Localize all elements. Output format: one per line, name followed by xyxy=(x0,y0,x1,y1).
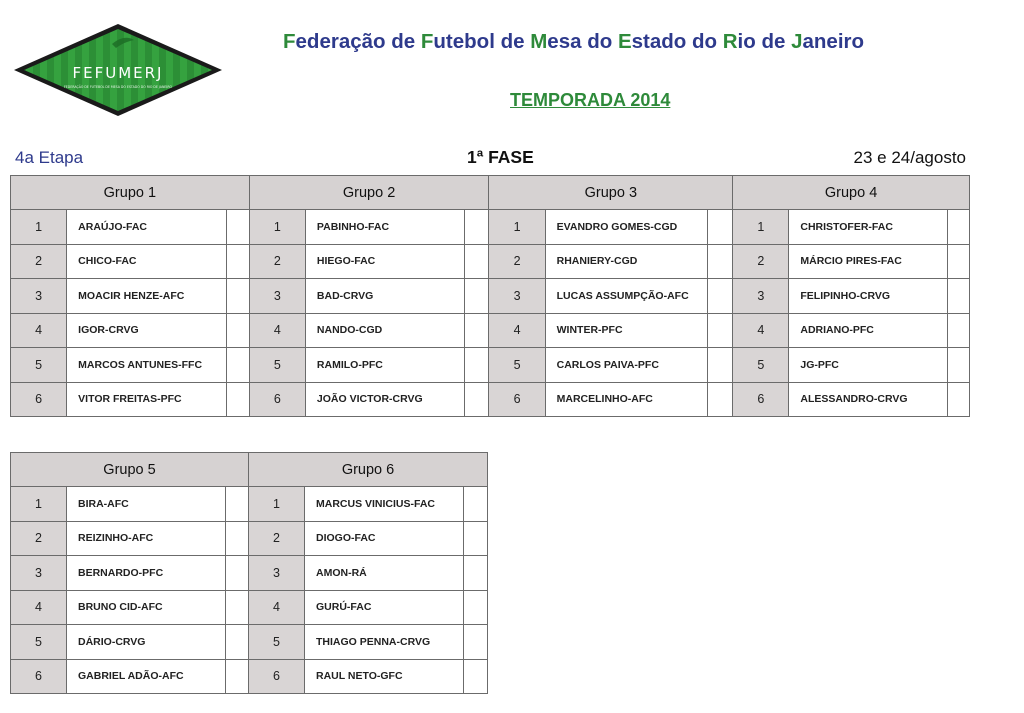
score-cell xyxy=(947,382,969,417)
player-name-cell: JOÃO VICTOR-CRVG xyxy=(305,382,464,417)
score-cell xyxy=(464,590,488,625)
score-cell xyxy=(226,659,249,694)
score-cell xyxy=(708,210,733,245)
score-cell xyxy=(465,348,489,383)
group-header: Grupo 4 xyxy=(733,176,970,210)
score-cell xyxy=(708,313,733,348)
fefumerj-logo xyxy=(12,22,224,118)
position-cell: 3 xyxy=(733,279,789,314)
score-cell xyxy=(708,279,733,314)
player-name-cell: BAD-CRVG xyxy=(305,279,464,314)
score-cell xyxy=(947,348,969,383)
player-name-cell: BIRA-AFC xyxy=(67,487,226,522)
title-part: ederação de xyxy=(295,30,421,53)
title-part: F xyxy=(420,30,434,53)
position-cell: 5 xyxy=(489,348,545,383)
title-part: aneiro xyxy=(802,30,865,53)
score-cell xyxy=(947,244,969,279)
player-name-cell: ADRIANO-PFC xyxy=(789,313,947,348)
player-name-cell: MARCOS ANTUNES-FFC xyxy=(67,348,226,383)
position-cell: 5 xyxy=(249,625,305,660)
position-cell: 1 xyxy=(733,210,789,245)
group-header: Grupo 1 xyxy=(11,176,250,210)
player-name-cell: BERNARDO-PFC xyxy=(67,556,226,591)
title-part: esa do xyxy=(547,30,618,53)
position-cell: 6 xyxy=(249,382,305,417)
position-cell: 2 xyxy=(489,244,545,279)
logo-tagline: FEDERAÇÃO DE FUTEBOL DE MESA DO ESTADO DO RIO DE JANEIRO xyxy=(63,85,173,89)
stage-label: 4a Etapa xyxy=(15,148,84,167)
position-cell: 4 xyxy=(11,313,67,348)
group-header: Grupo 2 xyxy=(249,176,489,210)
position-cell: 6 xyxy=(733,382,789,417)
title-part: M xyxy=(530,30,548,53)
position-cell: 1 xyxy=(11,487,67,522)
player-name-cell: HIEGO-FAC xyxy=(305,244,464,279)
title-part: io de xyxy=(737,30,792,53)
position-cell: 6 xyxy=(249,659,305,694)
player-name-cell: GURÚ-FAC xyxy=(305,590,464,625)
player-name-cell: GABRIEL ADÃO-AFC xyxy=(67,659,226,694)
player-name-cell: CHRISTOFER-FAC xyxy=(789,210,947,245)
position-cell: 5 xyxy=(733,348,789,383)
title-part: R xyxy=(722,30,738,53)
player-name-cell: LUCAS ASSUMPÇÃO-AFC xyxy=(545,279,707,314)
player-name-cell: DIOGO-FAC xyxy=(305,521,464,556)
score-cell xyxy=(465,313,489,348)
player-name-cell: EVANDRO GOMES-CGD xyxy=(545,210,707,245)
position-cell: 2 xyxy=(11,521,67,556)
groups-table-1 xyxy=(10,175,970,417)
player-name-cell: RHANIERY-CGD xyxy=(545,244,707,279)
score-cell xyxy=(226,348,249,383)
group-header: Grupo 6 xyxy=(249,453,488,487)
position-cell: 4 xyxy=(489,313,545,348)
score-cell xyxy=(465,210,489,245)
group-header: Grupo 5 xyxy=(11,453,249,487)
player-name-cell: DÁRIO-CRVG xyxy=(67,625,226,660)
score-cell xyxy=(947,313,969,348)
player-name-cell: PABINHO-FAC xyxy=(305,210,464,245)
player-name-cell: NANDO-CGD xyxy=(305,313,464,348)
position-cell: 3 xyxy=(11,556,67,591)
table-row xyxy=(11,279,970,314)
table-row xyxy=(11,625,488,660)
position-cell: 2 xyxy=(11,244,67,279)
player-name-cell: CHICO-FAC xyxy=(67,244,226,279)
position-cell: 1 xyxy=(249,210,305,245)
score-cell xyxy=(226,590,249,625)
groups-table-2 xyxy=(10,452,488,694)
player-name-cell: FELIPINHO-CRVG xyxy=(789,279,947,314)
score-cell xyxy=(465,244,489,279)
table-row xyxy=(11,487,488,522)
player-name-cell: CARLOS PAIVA-PFC xyxy=(545,348,707,383)
score-cell xyxy=(464,487,488,522)
score-cell xyxy=(226,521,249,556)
title-part: E xyxy=(617,30,632,53)
position-cell: 6 xyxy=(489,382,545,417)
player-name-cell: WINTER-PFC xyxy=(545,313,707,348)
player-name-cell: ALESSANDRO-CRVG xyxy=(789,382,947,417)
position-cell: 3 xyxy=(249,279,305,314)
score-cell xyxy=(708,348,733,383)
score-cell xyxy=(226,279,249,314)
position-cell: 6 xyxy=(11,382,67,417)
position-cell: 3 xyxy=(249,556,305,591)
group-header: Grupo 3 xyxy=(489,176,733,210)
position-cell: 4 xyxy=(249,313,305,348)
score-cell xyxy=(464,521,488,556)
position-cell: 4 xyxy=(249,590,305,625)
player-name-cell: MARCUS VINICIUS-FAC xyxy=(305,487,464,522)
position-cell: 4 xyxy=(11,590,67,625)
score-cell xyxy=(947,279,969,314)
player-name-cell: REIZINHO-AFC xyxy=(67,521,226,556)
title-part: stado do xyxy=(631,30,723,53)
score-cell xyxy=(226,487,249,522)
player-name-cell: AMON-RÁ xyxy=(305,556,464,591)
table-row xyxy=(11,313,970,348)
score-cell xyxy=(947,210,969,245)
position-cell: 1 xyxy=(11,210,67,245)
table-row xyxy=(11,210,970,245)
position-cell: 2 xyxy=(249,521,305,556)
score-cell xyxy=(464,625,488,660)
player-name-cell: THIAGO PENNA-CRVG xyxy=(305,625,464,660)
position-cell: 2 xyxy=(249,244,305,279)
score-cell xyxy=(708,244,733,279)
player-name-cell: MOACIR HENZE-AFC xyxy=(67,279,226,314)
table-row xyxy=(11,348,970,383)
score-cell xyxy=(465,382,489,417)
dates-label: 23 e 24/agosto xyxy=(853,148,966,167)
title-part: F xyxy=(283,30,296,53)
federation-title xyxy=(283,30,864,54)
score-cell xyxy=(465,279,489,314)
table-row xyxy=(11,590,488,625)
position-cell: 2 xyxy=(733,244,789,279)
player-name-cell: JG-PFC xyxy=(789,348,947,383)
table-row xyxy=(11,659,488,694)
position-cell: 4 xyxy=(733,313,789,348)
player-name-cell: MARCELINHO-AFC xyxy=(545,382,707,417)
position-cell: 6 xyxy=(11,659,67,694)
player-name-cell: ARAÚJO-FAC xyxy=(67,210,226,245)
player-name-cell: RAMILO-PFC xyxy=(305,348,464,383)
score-cell xyxy=(464,556,488,591)
player-name-cell: MÁRCIO PIRES-FAC xyxy=(789,244,947,279)
score-cell xyxy=(464,659,488,694)
logo-graphic xyxy=(12,22,224,118)
score-cell xyxy=(708,382,733,417)
player-name-cell: RAUL NETO-GFC xyxy=(305,659,464,694)
logo-text: FEFUMERJ xyxy=(72,64,164,82)
table-row xyxy=(11,382,970,417)
player-name-cell: BRUNO CID-AFC xyxy=(67,590,226,625)
table-row xyxy=(11,556,488,591)
position-cell: 1 xyxy=(249,487,305,522)
score-cell xyxy=(226,382,249,417)
season-title: TEMPORADA 2014 xyxy=(510,90,671,110)
score-cell xyxy=(226,210,249,245)
score-cell xyxy=(226,244,249,279)
score-cell xyxy=(226,313,249,348)
position-cell: 3 xyxy=(489,279,545,314)
phase-label: 1ª FASE xyxy=(467,147,534,167)
title-part: utebol de xyxy=(433,30,531,53)
player-name-cell: IGOR-CRVG xyxy=(67,313,226,348)
title-part: J xyxy=(791,30,803,53)
score-cell xyxy=(226,625,249,660)
player-name-cell: VITOR FREITAS-PFC xyxy=(67,382,226,417)
table-row xyxy=(11,521,488,556)
position-cell: 1 xyxy=(489,210,545,245)
position-cell: 5 xyxy=(249,348,305,383)
score-cell xyxy=(226,556,249,591)
table-row xyxy=(11,244,970,279)
position-cell: 5 xyxy=(11,348,67,383)
position-cell: 5 xyxy=(11,625,67,660)
position-cell: 3 xyxy=(11,279,67,314)
